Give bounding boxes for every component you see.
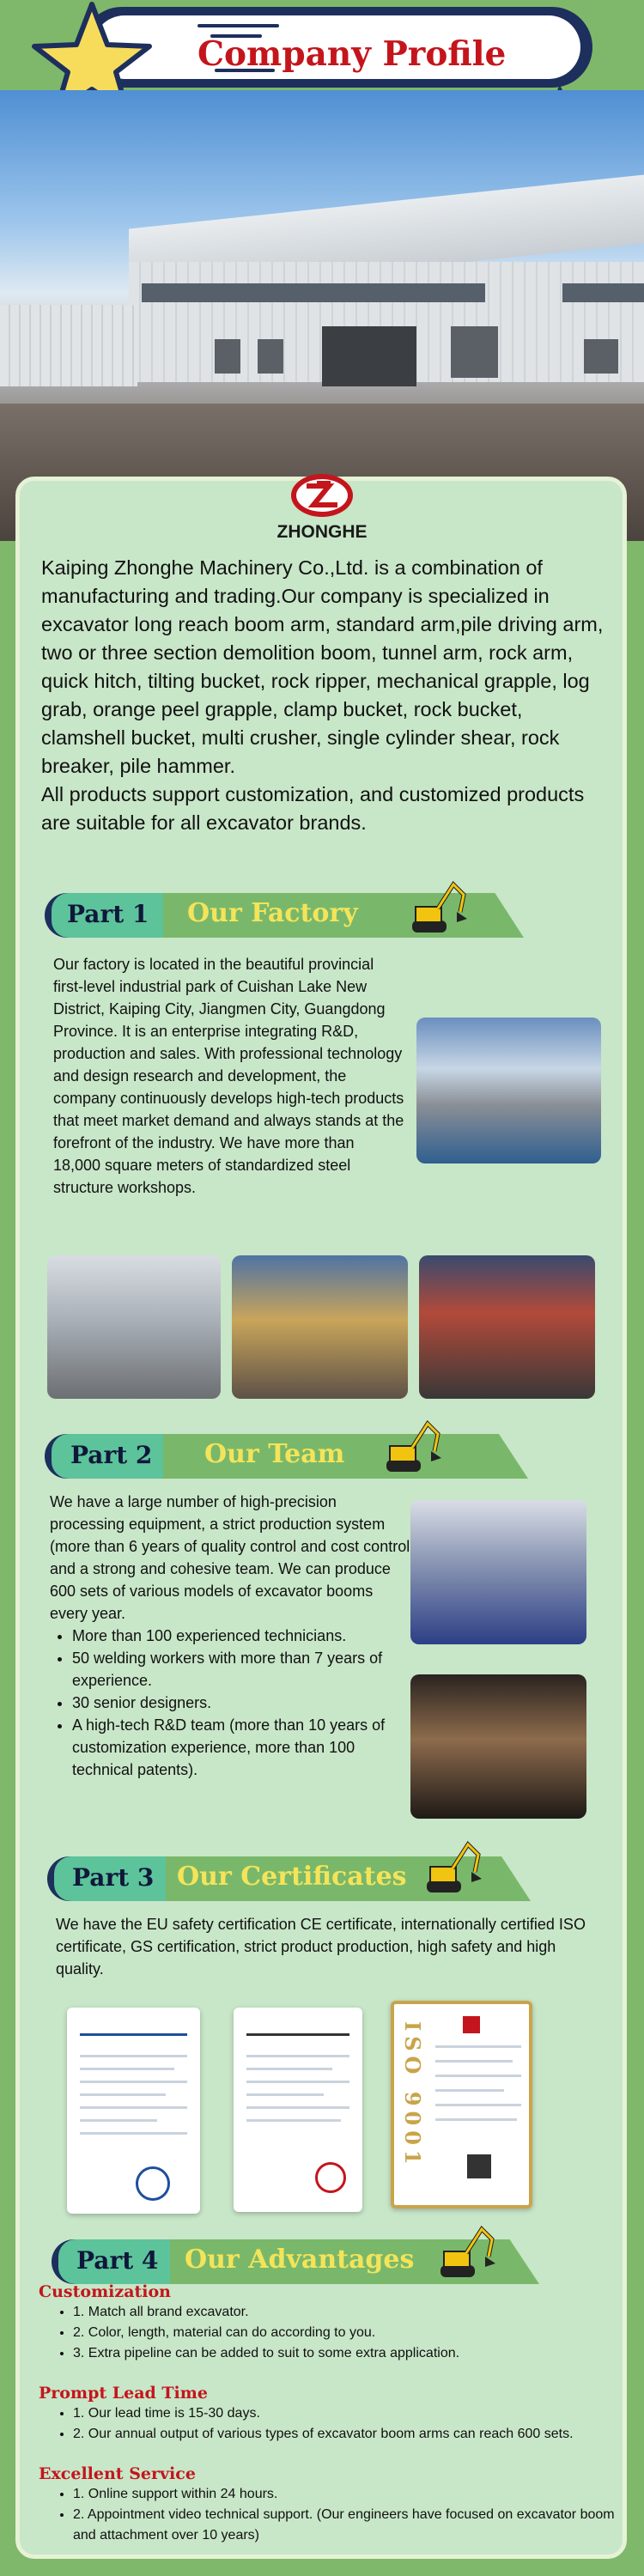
workshop-crane-photo [232,1255,408,1399]
cert-line [80,2081,187,2083]
list-item: • 1. Online support within 24 hours. [73,2484,623,2505]
building-windows [562,283,644,302]
cert-heading-line [246,2033,349,2036]
part3-label: Part 3 [72,1863,155,1892]
factory-exterior-photo [47,1255,221,1399]
part2-title: Our Team [204,1439,345,1469]
list-item: • 2. Our annual output of various types of excavator boom arms can reach 600 sets. [73,2424,623,2445]
building-window [215,339,240,374]
workshop-photo [416,1018,601,1163]
intro-paragraph: All products support customization, and customized products are suitable for all excavator brands. [41,783,585,834]
cert-line [80,2106,187,2109]
conformity-certificate [234,2008,362,2212]
cert-line [80,2055,187,2057]
part1-label: Part 1 [67,900,149,928]
list-item: • A high-tech R&D team (more than 10 years of customization experience, more than 100 technical patents). [72,1714,410,1781]
advantage-heading: Customization [39,2282,171,2301]
cert-line [80,2132,187,2135]
building-window [584,339,618,374]
part1-text: Our factory is located in the beautiful provincial first-level industrial park of Cuishan Lake New District, Kaiping City, Jiangmen City, Guangdong Province. It is an enterprise integrating R&D, production and sales. With professional technology and design research and development, the company continuously develops high-tech products that meet market demand and always stands at the forefront of the industry. We have more than 18,000 square meters of standardized steel structure workshops. [53,956,404,1196]
ce-certificate [67,2008,200,2214]
cert-seal [315,2162,346,2193]
list-item: • 1. Our lead time is 15-30 days. [73,2403,623,2424]
excavator-icon [378,1417,447,1485]
cert-line [435,2075,521,2077]
list-item: • 2. Color, length, material can do according to you. [73,2323,623,2343]
cert-line [435,2089,504,2092]
part2-text: We have a large number of high-precision processing equipment, a strict production system (more than 6 years of quality control and cost control and a strong and cohesive team. We can produce 600 sets of various models of excavator booms every year. [50,1493,410,1622]
cert-seal [136,2166,170,2201]
building-window [258,339,283,374]
cert-line [246,2093,324,2096]
zhonghe-logo [288,471,356,520]
cert-line [246,2068,332,2070]
page-title: Company Profile [197,34,507,74]
logo-text: ZHONGHE [276,522,368,542]
iso-label: ISO 9001 [400,2021,425,2170]
advantage-list [39,2403,623,2445]
advantage-list [39,2484,623,2546]
cert-line [246,2106,349,2109]
list-item: • 50 welding workers with more than 7 years of experience. [72,1647,410,1692]
building-windows [142,283,485,302]
speed-line [197,24,279,27]
part4-label: Part 4 [76,2246,159,2275]
part1-title: Our Factory [187,898,358,928]
building-door [451,326,498,378]
iso-certificate [391,2001,532,2208]
part3-text: We have the EU safety certification CE certificate, internationally certified ISO certificate, GS certification, strict product production, high safety and high quality. [56,1916,586,1978]
cert-line [435,2045,521,2048]
advantages-block [39,2281,623,2546]
excavator-icon [404,878,472,946]
part2-bullet-list [50,1625,410,1781]
team-group-photo [410,1500,586,1644]
list-item: • More than 100 experienced technicians. [72,1625,410,1647]
cert-line [435,2060,513,2063]
rd-engineer-photo [410,1674,586,1819]
advantage-list [39,2302,623,2364]
part2-text-block [50,1491,410,1781]
workshop-interior-photo [419,1255,595,1399]
excavator-icon [418,1838,487,1906]
intro-paragraph: Kaiping Zhonghe Machinery Co.,Ltd. is a combination of manufacturing and trading.Our company is specialized in excavator long reach boom arm, standard arm,pile driving arm, two or three section demolition boom, tunnel arm, rock arm, quick hitch, tilting bucket, rock ripper, mechanical grapple, log grab, orange peel grapple, clamp bucket, rock bucket, clamshell bucket, multi crusher, single cylinder shear, rock breaker, pile hammer. [41,556,604,777]
cert-line [80,2093,166,2096]
list-item: • 3. Extra pipeline can be added to suit to some extra application. [73,2343,623,2364]
part4-title: Our Advantages [185,2245,415,2275]
cert-line [246,2119,341,2122]
iso-emblem [463,2016,480,2033]
cert-heading-line [80,2033,187,2036]
cert-line [246,2081,349,2083]
excavator-icon [432,2222,501,2291]
building-door [322,326,416,386]
cert-line [435,2104,521,2106]
list-item: • 1. Match all brand excavator. [73,2302,623,2323]
list-item: • 2. Appointment video technical support. (Our engineers have focused on excavator boom and attachment over 10 years) [73,2505,623,2546]
building-wall-left [0,305,137,386]
part3-title: Our Certificates [177,1862,407,1892]
qr-code [467,2154,491,2178]
cert-line [435,2118,517,2121]
cert-line [246,2055,349,2057]
company-intro [41,554,608,837]
list-item: • 30 senior designers. [72,1692,410,1714]
cert-line [80,2119,157,2122]
advantage-heading: Excellent Service [39,2464,196,2483]
cert-line [80,2068,174,2070]
part2-label: Part 2 [70,1441,153,1469]
advantage-heading: Prompt Lead Time [39,2384,208,2403]
